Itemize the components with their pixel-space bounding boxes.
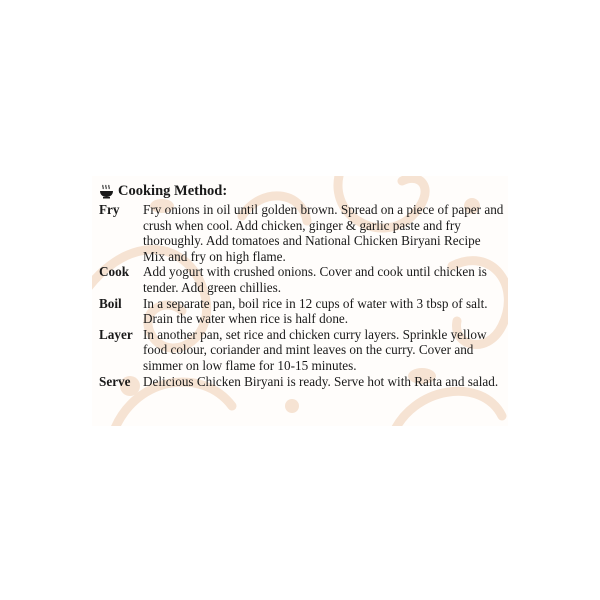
step-row-layer bbox=[99, 327, 504, 374]
step-text: Fry onions in oil until golden brown. Spread on a piece of paper and crush when cool. Add chicken, ginger & garlic paste and fry thoroughly. Add tomatoes and National Chicken Biryani Recipe Mix and fry on high flame. bbox=[143, 202, 504, 264]
recipe-card bbox=[92, 176, 508, 426]
step-label: Boil bbox=[99, 295, 122, 311]
step-label: Serve bbox=[99, 373, 131, 389]
step-text: Add yogurt with crushed onions. Cover and cook until chicken is tender. Add green chillies. bbox=[143, 264, 487, 295]
step-text: In a separate pan, boil rice in 12 cups of water with 3 tbsp of salt. Drain the water when rice is half done. bbox=[143, 295, 488, 327]
step-text: In another pan, set rice and chicken curry layers. Sprinkle yellow food colour, coriander and mint leaves on the curry. Cover and simmer on low flame for 10-15 minutes. bbox=[143, 326, 487, 373]
step-text: Delicious Chicken Biryani is ready. Serve hot with Raita and salad. bbox=[143, 373, 499, 389]
step-row-serve bbox=[99, 374, 504, 390]
cooking-pot-icon bbox=[99, 184, 114, 199]
step-label: Fry bbox=[99, 202, 120, 217]
cooking-method-section bbox=[99, 182, 504, 389]
step-row-boil bbox=[99, 296, 504, 327]
section-heading-text: Cooking Method: bbox=[118, 183, 228, 199]
step-row-cook bbox=[99, 264, 504, 295]
step-label: Cook bbox=[99, 264, 130, 280]
step-label: Layer bbox=[99, 326, 133, 342]
section-heading bbox=[99, 182, 504, 200]
step-row-fry bbox=[99, 202, 504, 264]
